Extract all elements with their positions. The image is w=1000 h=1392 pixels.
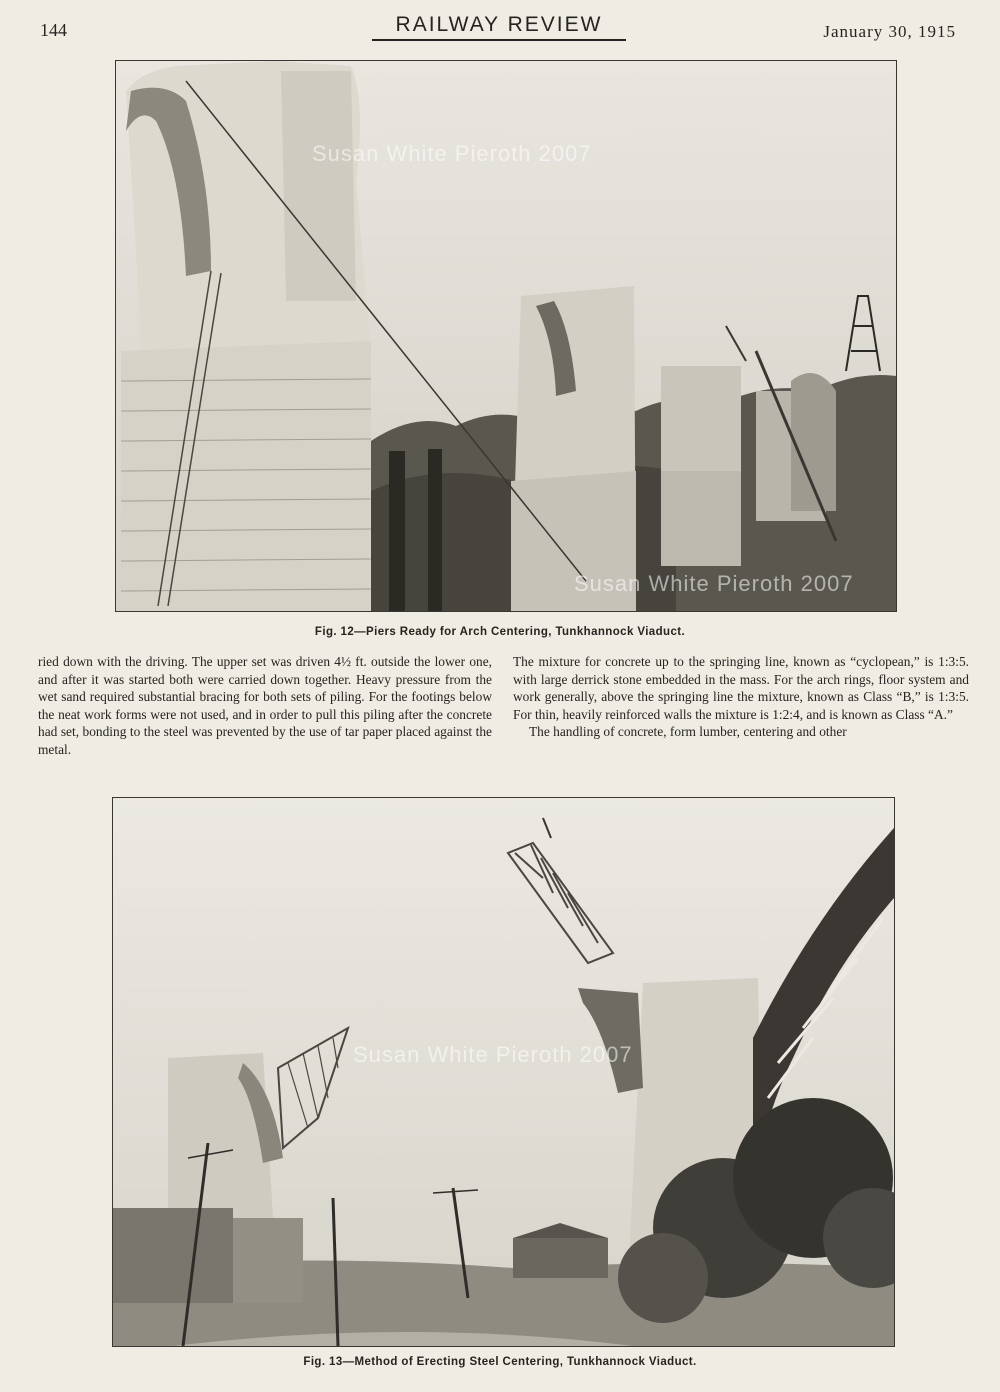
figure-13-photo [112,797,895,1347]
article-right-column [513,653,969,741]
figure-12-photo [115,60,897,612]
figure-13-caption: Fig. 13—Method of Erecting Steel Centering, Tunkhannock Viaduct. [303,1356,697,1368]
watermark-text: Susan White Pieroth 2007 [353,1042,633,1067]
article-left-column [38,653,492,759]
issue-date: January 30, 1915 [823,22,956,41]
page-number: 144 [40,20,67,40]
figure-12-caption: Fig. 12—Piers Ready for Arch Centering, Tunkhannock Viaduct. [314,626,686,638]
publication-masthead: RAILWAY REVIEW [372,13,626,41]
watermark-text: Susan White Pieroth 2007 [574,571,854,596]
article-paragraph: ried down with the driving. The upper set was driven 4½ ft. outside the lower one, and after it was started both were carried down together. Heavy pressure from the wet sand required substantial bracing for both sets of piling. For the footings below the neat work forms were not used, and in order to pull this piling after the concrete had set, bonding to the steel was prevented by the use of tar paper placed against the metal. [38,654,492,757]
watermark-text: Susan White Pieroth 2007 [312,141,592,166]
steel-centering-photo-illustration [113,798,894,1346]
article-paragraph: The mixture for concrete up to the springing line, known as “cyclopean,” is 1:3:5. with large derrick stone embedded in the mass. For the arch rings, floor system and work generally, above the springing line the mixture, known as Class “B,” is 1:3:5. For thin, heavily reinforced walls the mixture is 1:2:4, and is known as Class “A.” [513,654,969,722]
article-paragraph: The handling of concrete, form lumber, centering and other [529,724,847,740]
